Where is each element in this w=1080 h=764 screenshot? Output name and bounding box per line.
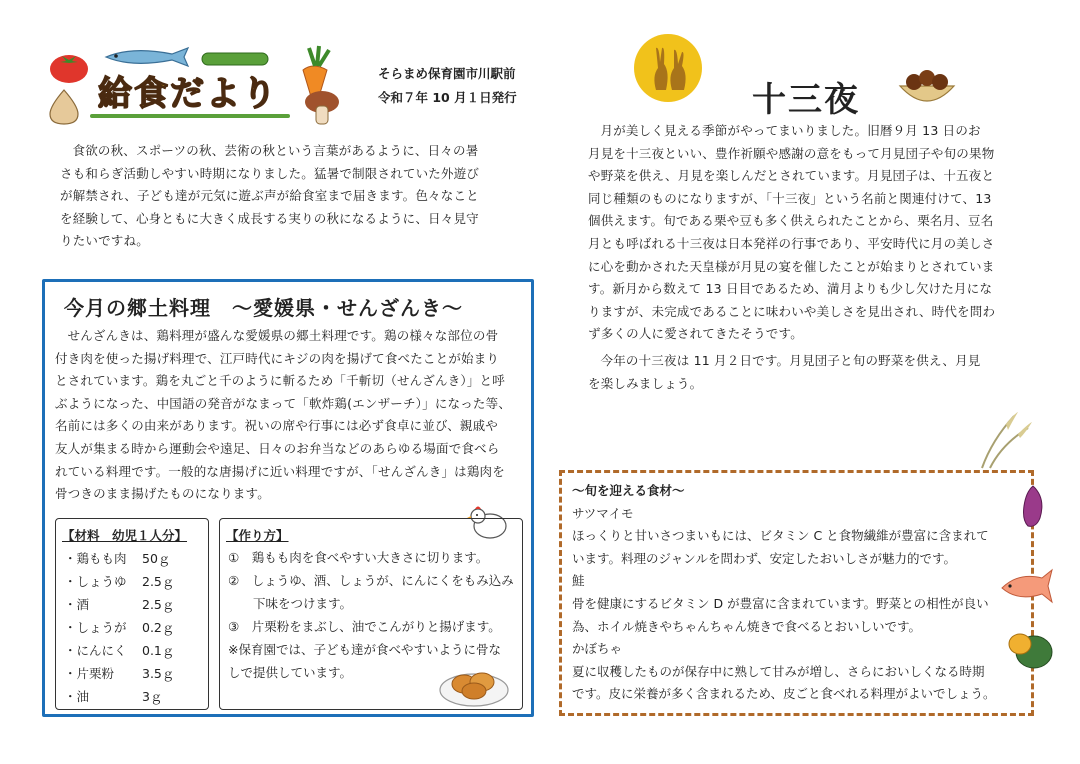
food-desc-line: 夏に収穫したものが保存中に熟して甘みが増し、さらにおいしくなる時期 <box>572 663 985 679</box>
moon-viewing-line: 月が美しく見える季節がやってまいりました。旧暦９月 13 日のお <box>600 123 981 138</box>
moon-viewing-line: 個供えます。旬である栗や豆も多く供えられたことから、栗名月、豆名 <box>588 213 994 229</box>
mushroom-icon <box>302 88 342 126</box>
moon-viewing-line: 月見を十三夜といい、豊作祈願や感謝の意をもって月見団子や旬の果物 <box>588 145 995 161</box>
recipe-steps-title: 【作り方】 <box>226 528 289 543</box>
moon-viewing-line: に心を動かされた天皇様が月見の宴を催したことが始まりとされていま <box>588 258 995 274</box>
food-name: 鮭 <box>572 573 585 589</box>
recipe-step: ③ 片栗粉をまぶし、油でこんがりと揚げます。 <box>228 619 501 634</box>
intro-line: が解禁され、子ども達が元気に遊ぶ声が給食室まで届きます。色々なこと <box>60 188 479 204</box>
ingredient-name: ・しょうゆ <box>64 574 127 589</box>
ingredient-name: ・酒 <box>64 597 90 612</box>
local-dish-line: ぶようになった、中国語の発音がなまって「軟炸鶏(エンザーチ）」になった等、 <box>55 395 512 411</box>
recipe-note: しで提供しています。 <box>228 665 353 680</box>
local-dish-line: 骨つきのまま揚げたものになります。 <box>55 486 270 502</box>
recipe-note: ※保育園では、子ども達が食べやすいように骨な <box>228 642 501 657</box>
ingredient-amount: 2.5ｇ <box>142 574 175 589</box>
intro-line: 食欲の秋、スポーツの秋、芸術の秋という言葉があるように、日々の暑 <box>72 143 479 158</box>
ingredient-amount: 2.5ｇ <box>142 597 175 612</box>
food-desc-line: 為、ホイル焼きやちゃんちゃん焼きで食べるとおいしいです。 <box>572 618 922 634</box>
food-desc-line: 骨を健康にするビタミン D が豊富に含まれています。野菜との相性が良い <box>572 595 989 611</box>
local-dish-line: 付き肉を使った揚げ料理で、江戸時代にキジの肉を揚げて食べたことが始まり <box>55 350 500 366</box>
food-desc-line: います。料理のジャンルを問わず、安定したおいしさが魅力的です。 <box>572 550 956 566</box>
moon-viewing-line: りますが、未完成であることに味わいや美しさを見出され、時代を問わ <box>588 303 996 319</box>
ingredient-name: ・鶏もも肉 <box>64 551 127 566</box>
moon-viewing-line: 同じ種類のものになりますが、「十三夜」という名前と関連付けて、13 <box>588 190 992 206</box>
moon-viewing-line: ず多くの人に愛されてきたそうです。 <box>588 326 803 342</box>
local-dish-text <box>55 325 530 506</box>
newsletter-logo-title: 給食だより <box>98 74 278 114</box>
recipe-step: ① 鶏もも肉を食べやすい大きさに切ります。 <box>228 550 489 565</box>
ingredient-name: ・にんにく <box>64 643 127 658</box>
food-name: サツマイモ <box>572 505 634 521</box>
local-dish-line: とされています。鶏を丸ごと千のように斬るため「千斬切（せんざんき）」と呼 <box>55 373 505 389</box>
pampas-grass-icon <box>972 410 1034 470</box>
ingredients-list <box>64 549 204 709</box>
ingredient-amount: 3ｇ <box>142 689 163 704</box>
moon-viewing-line: す。新月から数えて 13 日目であるため、満月よりも少し欠けた月にな <box>588 281 993 297</box>
local-dish-line: 名前には多くの由来があります。祝いの席や行事には必ず食卓に並び、親戚や <box>55 418 499 434</box>
intro-line: を経験して、心身ともに大きく成長する実りの秋になるように、日々見守 <box>60 210 479 226</box>
issue-date: 令和７年 10 月１日発行 <box>378 90 517 105</box>
local-dish-line: せんざんきは、鶏料理が盛んな愛媛県の郷土料理です。鶏の様々な部位の骨 <box>67 328 499 343</box>
moon-viewing-text <box>588 120 1028 395</box>
onion-icon <box>44 86 84 126</box>
ingredient-amount: 0.2ｇ <box>142 620 175 635</box>
moon-viewing-line: 月とも呼ばれる十三夜は日本発祥の行事であり、平安時代に月の美しさ <box>588 235 995 251</box>
fried-chicken-icon <box>438 660 510 708</box>
chestnut-basket-icon <box>896 64 958 110</box>
pumpkin-icon <box>1004 624 1054 670</box>
ingredient-name: ・油 <box>64 689 90 704</box>
ingredient-name: ・しょうが <box>64 620 127 635</box>
ingredient-name: ・片栗粉 <box>64 666 115 681</box>
local-dish-line: 友人が集まる時から運動会や遠足、日々のお弁当などのあらゆる場面で食べら <box>55 440 500 456</box>
moon-viewing-date-line: 今年の十三夜は 11 月２日です。月見団子と旬の野菜を供え、月見 <box>600 352 981 368</box>
food-desc-line: です。皮に栄養が多く含まれるため、皮ごと食べれる料理がよいでしょう。 <box>572 686 996 702</box>
intro-line: さも和らぎ活動しやすい時期になりました。猛暑で制限されていた外遊び <box>60 165 480 181</box>
ingredient-amount: 0.1ｇ <box>142 643 175 658</box>
recipe-step: ② しょうゆ、酒、しょうが、にんにくをもみ込み <box>228 573 514 588</box>
logo-vine <box>90 114 290 118</box>
seasonal-food-title: ～旬を迎える食材～ <box>572 483 685 498</box>
tomato-icon <box>48 50 90 84</box>
ingredients-title: 【材料 幼児１人分】 <box>62 528 188 543</box>
sweet-potato-icon <box>1018 484 1048 530</box>
intro-text <box>60 140 530 253</box>
local-dish-line: れている料理です。一般的な唐揚げに近い料理ですが、「せんざんき」は鶏肉を <box>55 463 505 479</box>
moon-rabbit-icon <box>632 32 704 104</box>
fish-icon <box>102 46 192 68</box>
intro-line: りたいですね。 <box>60 233 149 249</box>
recipe-step: 下味をつけます。 <box>228 596 353 611</box>
moon-viewing-title: 十三夜 <box>752 80 860 120</box>
salmon-icon <box>998 566 1054 606</box>
food-desc-line: ほっくりと甘いさつまいもには、ビタミン C と食物繊維が豊富に含まれて <box>572 528 989 544</box>
seasonal-food-content <box>572 480 1028 706</box>
food-name: かぼちゃ <box>572 641 623 657</box>
local-dish-title: 今月の郷土料理 ～愛媛県・せんざんき～ <box>64 296 463 320</box>
ingredient-amount: 3.5ｇ <box>142 666 175 681</box>
moon-viewing-line: や野菜を供え、月見を楽しんだとされています。月見団子は、十五夜と <box>588 168 995 184</box>
school-name: そらまめ保育園市川駅前 <box>378 66 516 81</box>
ingredient-amount: 50ｇ <box>142 551 171 566</box>
moon-viewing-date-line: を楽しみましょう。 <box>588 375 703 391</box>
header-logo <box>40 40 350 130</box>
